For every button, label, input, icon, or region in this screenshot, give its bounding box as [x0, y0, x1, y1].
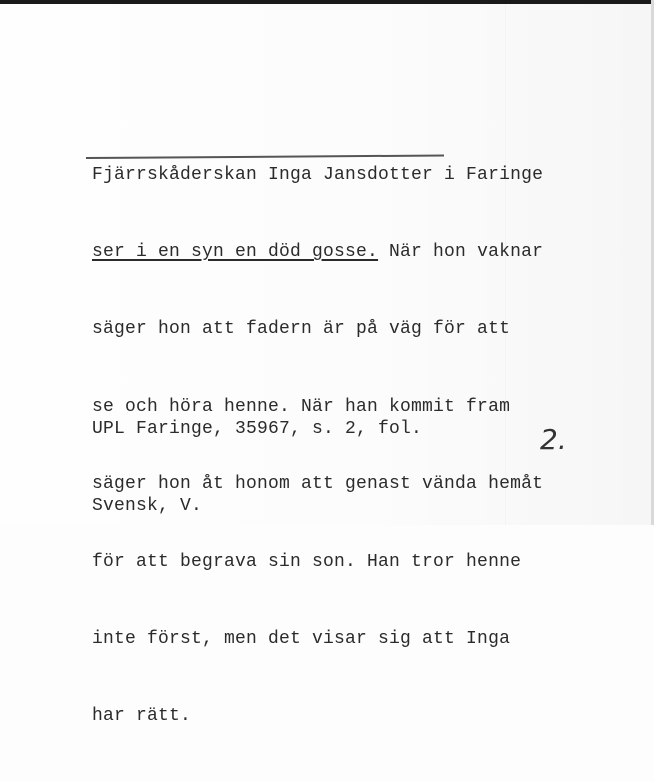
reference-line-2: Svensk, V. — [92, 495, 203, 516]
text-line-8: har rätt. — [92, 706, 192, 727]
card-top-edge — [0, 0, 654, 4]
text-line-3: säger hon att fadern är på väg för att — [92, 319, 511, 340]
text-line-6: för att begrava sin son. Han tror henne — [92, 551, 522, 572]
text-line-5: säger hon åt honom att genast vända hemåt — [92, 474, 544, 495]
reference-block — [92, 365, 422, 571]
text-line-1: Fjärrskåderskan Inga Jansdotter i Faringe — [92, 164, 544, 185]
handwritten-page-number: 2. — [540, 423, 567, 456]
underlined-phrase: ser i en syn en död gosse. — [92, 241, 379, 262]
text-line-4: se och höra henne. När han kommit fram — [92, 396, 511, 417]
text-line-7: inte först, men det visar sig att Inga — [92, 628, 511, 649]
reference-line-1: UPL Faringe, 35967, s. 2, fol. — [92, 418, 423, 439]
text-line-2 — [92, 240, 543, 266]
text-line-2-continuation: När hon vaknar — [378, 241, 544, 262]
